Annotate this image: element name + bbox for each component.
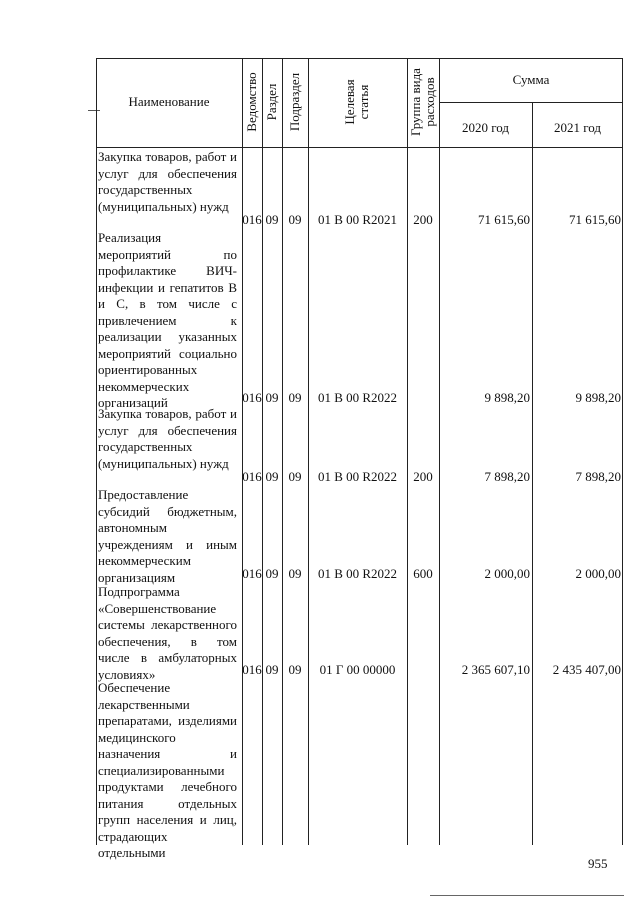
row-target-article: 01 Г 00 00000 [319, 662, 396, 677]
row-sum-2021: 2 435 407,00 [552, 662, 621, 677]
row-sum-2020: 2 365 607,10 [461, 662, 530, 677]
row-department: 016 [242, 662, 262, 677]
row-sum-2020: 71 615,60 [478, 212, 530, 227]
table-border-top [96, 58, 623, 59]
header-target-article: Целевая статья [342, 79, 371, 125]
header-section: Раздел [264, 83, 279, 121]
header-name: Наименование [128, 94, 210, 109]
page-number: 955 [588, 856, 608, 871]
row-target-article: 01 В 00 R2022 [317, 390, 398, 405]
column-divider [282, 58, 283, 845]
column-divider [242, 58, 243, 845]
header-department: Ведомство [244, 72, 259, 132]
row-sum-2020: 7 898,20 [484, 469, 530, 484]
row-target-article: 01 В 00 R2022 [317, 469, 398, 484]
row-target-article: 01 В 00 R2021 [317, 212, 398, 227]
row-expense-group: 200 [413, 469, 433, 484]
row-section: 09 [265, 390, 279, 405]
row-name: Предоставление субсидий бюджетным, автономным учреждениям и иным некоммерческим организациям [98, 487, 237, 585]
row-name: Закупка товаров, работ и услуг для обеспечения государственных (муниципальных) нужд [98, 406, 237, 471]
row-department: 016 [242, 212, 262, 227]
row-section: 09 [265, 566, 279, 581]
row-subsection: 09 [288, 662, 302, 677]
row-sum-2021: 7 898,20 [575, 469, 621, 484]
row-name: Закупка товаров, работ и услуг для обеспечения государственных (муниципальных) нужд [98, 149, 237, 214]
row-sum-2021: 71 615,60 [569, 212, 621, 227]
table-border-left [96, 58, 97, 845]
row-department: 016 [242, 566, 262, 581]
row-subsection: 09 [288, 212, 302, 227]
row-expense-group: 200 [413, 212, 433, 227]
header-subsection: Подраздел [287, 72, 302, 132]
row-subsection: 09 [288, 390, 302, 405]
row-department: 016 [242, 390, 262, 405]
row-name: Реализация мероприятий по профилактике ВИЧ-инфекции и гепатитов В и С, в том числе с привлечением к реализации указанных мероприятий социально ориентированных некоммерческих организаций [98, 230, 237, 410]
header-sum: Сумма [512, 72, 550, 87]
column-divider [308, 58, 309, 845]
header-year-2021: 2021 год [554, 120, 601, 135]
row-section: 09 [265, 212, 279, 227]
header-expense-group: Группа вида расходов [408, 68, 437, 136]
row-sum-2020: 2 000,00 [484, 566, 530, 581]
footer-rule [430, 895, 624, 896]
row-target-article: 01 В 00 R2022 [317, 566, 398, 581]
row-sum-2021: 2 000,00 [575, 566, 621, 581]
row-sum-2020: 9 898,20 [484, 390, 530, 405]
column-divider [407, 58, 408, 845]
row-department: 016 [242, 469, 262, 484]
row-sum-2021: 9 898,20 [575, 390, 621, 405]
budget-table [96, 58, 623, 860]
row-subsection: 09 [288, 566, 302, 581]
row-name: Обеспечение лекарственными препаратами, изделиями медицинского назначения и специализированными продуктами лечебного питания отдельных групп населения и лиц, страдающих отдельными [98, 680, 237, 860]
header-bottom-border [96, 147, 623, 148]
row-expense-group: 600 [413, 566, 433, 581]
row-section: 09 [265, 662, 279, 677]
row-subsection: 09 [288, 469, 302, 484]
column-divider [262, 58, 263, 845]
row-section: 09 [265, 469, 279, 484]
column-divider [439, 58, 440, 845]
table-border-right [622, 58, 623, 845]
header-year-2020: 2020 год [462, 120, 509, 135]
row-name: Подпрограмма «Совершенствование системы лекарственного обеспечения, в том числе в амбулаторных условиях» [98, 584, 237, 682]
sum-header-divider [439, 102, 623, 103]
